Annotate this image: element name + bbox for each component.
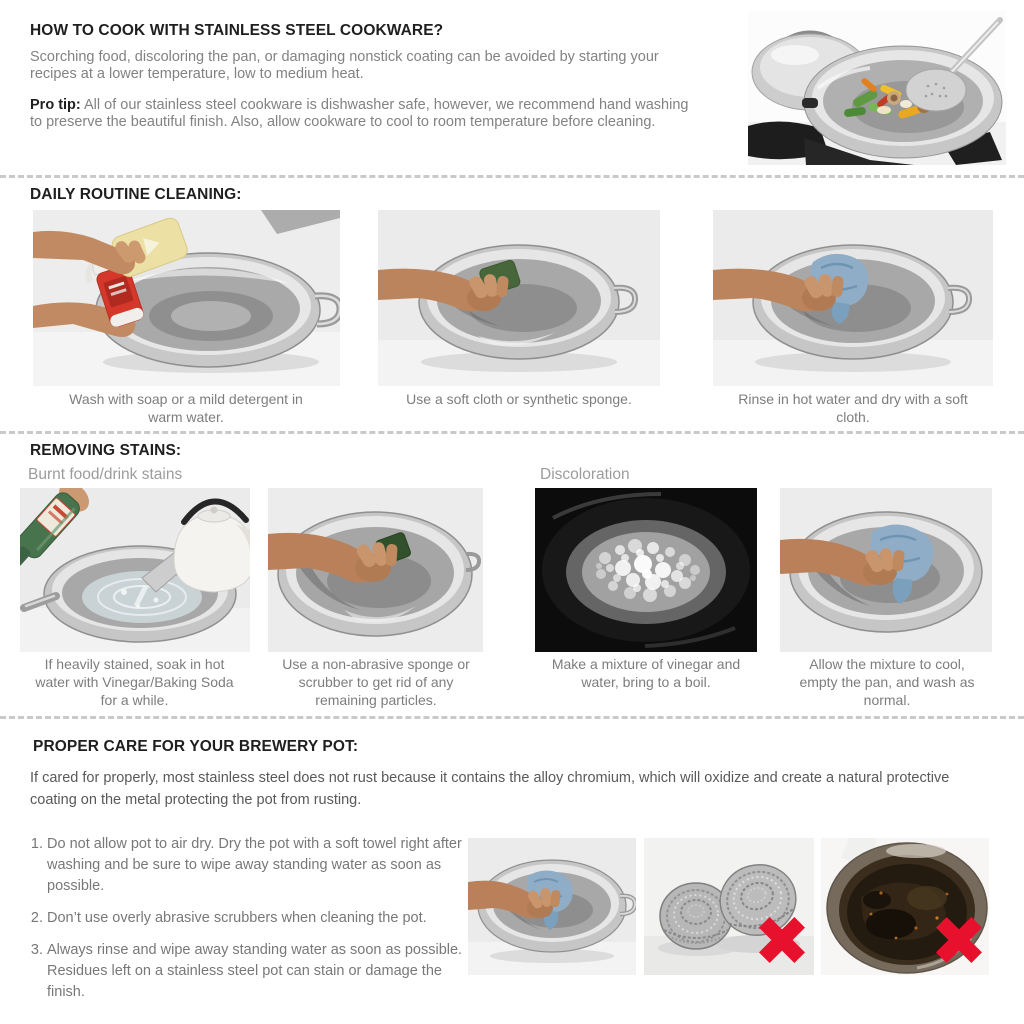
daily-step-caption: Use a soft cloth or synthetic sponge.: [406, 391, 632, 407]
group-label-burnt: Burnt food/drink stains: [28, 466, 183, 483]
section-title-cook: HOW TO COOK WITH STAINLESS STEEL COOKWARE?: [30, 22, 444, 39]
photo-dry-with-towel: [468, 838, 636, 975]
photo-steel-wool-prohibited: [644, 838, 814, 975]
photo-nonabrasive-scrub: [268, 488, 483, 652]
group-label-discoloration: Discoloration: [540, 466, 630, 483]
care-tip-item: 3. Always rinse and wipe away standing water as soon as possible. Residues left on a stainless steel pot can stain or damage the finish.: [47, 940, 482, 1003]
care-tip-item: 2. Don’t use overly abrasive scrubbers when cleaning the pot.: [47, 908, 482, 929]
pro-tip-label: Pro tip:: [30, 97, 81, 113]
section-title-care: PROPER CARE FOR YOUR BREWERY POT:: [33, 738, 359, 755]
cook-pro-tip: [30, 97, 698, 132]
care-paragraph: If cared for properly, most stainless steel does not rust because it contains the alloy chromium, which will oxidize and create a natural protective coating on the metal protecting the pot from rusting.: [30, 770, 950, 808]
photo-wash-after-cooling: [780, 488, 992, 652]
dashed-divider: [0, 716, 1024, 719]
photo-wash-with-soap: [33, 210, 340, 386]
pro-tip-text: All of our stainless steel cookware is dishwasher safe, however, we recommend hand washing to preserve the beautiful finish. Also, allow cookware to cool to room temperature before cleaning.: [30, 97, 689, 131]
care-tip-item: 1. Do not allow pot to air dry. Dry the pot with a soft towel right after washing and be sure to wipe away standing water as soon as possible.: [47, 834, 482, 897]
care-tips-list: [30, 834, 482, 1014]
daily-step-caption: Rinse in hot water and dry with a soft cloth.: [738, 391, 968, 426]
dashed-divider: [0, 175, 1024, 178]
photo-soft-cloth-sponge: [378, 210, 660, 386]
stain-step-caption: If heavily stained, soak in hot water with Vinegar/Baking Soda for a while.: [35, 656, 234, 709]
daily-step-caption: Wash with soap or a mild detergent in warm water.: [69, 391, 303, 426]
dashed-divider: [0, 431, 1024, 434]
section-title-stains: REMOVING STAINS:: [30, 442, 182, 459]
cook-paragraph: Scorching food, discoloring the pan, or damaging nonstick coating can be avoided by starting your recipes at a lower temperature, low to medium heat.: [30, 49, 659, 83]
boiling-water: [566, 520, 726, 624]
section-title-daily: DAILY ROUTINE CLEANING:: [30, 186, 242, 203]
photo-wok-stir-fry: [748, 10, 1006, 165]
photo-burnt-pan-prohibited: [821, 838, 989, 975]
stain-step-caption: Make a mixture of vinegar and water, bring to a boil.: [551, 656, 741, 691]
photo-rinse-and-dry: [713, 210, 993, 386]
photo-soak-vinegar: [20, 488, 250, 652]
stain-step-caption: Allow the mixture to cool, empty the pan, and wash as normal.: [799, 656, 975, 709]
stain-step-caption: Use a non-abrasive sponge or scrubber to get rid of any remaining particles.: [282, 656, 470, 709]
photo-boiling-mixture: [535, 488, 757, 652]
